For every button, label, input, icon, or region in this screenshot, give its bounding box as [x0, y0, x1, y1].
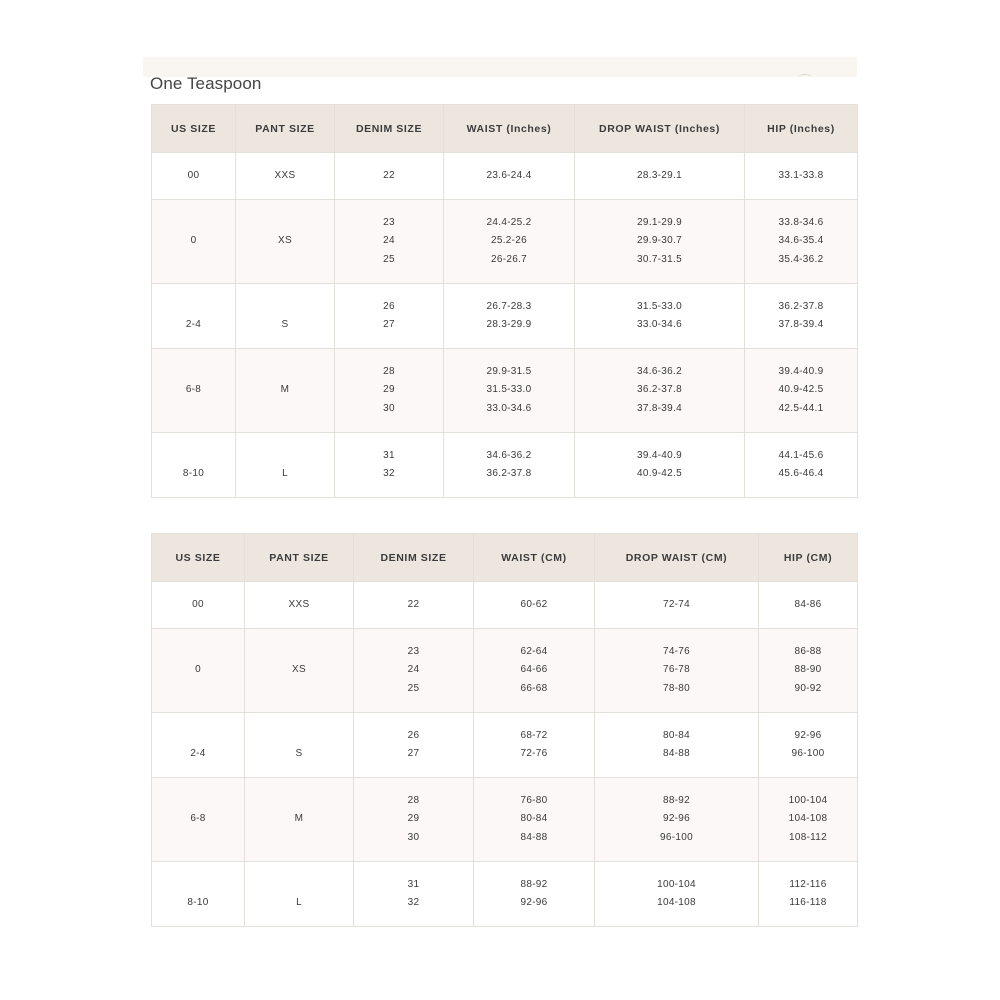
cell-value: 30 [407, 831, 420, 843]
cell-value: 45.6-46.4 [778, 468, 824, 479]
pant-size-cell: XS [236, 200, 335, 284]
drop-waist-cell [595, 629, 759, 713]
cell-value: 29 [383, 384, 395, 396]
table-row [152, 200, 858, 284]
hip-cell [759, 629, 858, 713]
cell-value: 88-92 [662, 794, 691, 806]
cell-value: 23 [383, 216, 395, 228]
denim-size-cell [354, 862, 474, 927]
cell-value: 90-92 [794, 682, 822, 694]
denim-size-cell [335, 284, 444, 349]
hip-cell [759, 778, 858, 862]
table-row [152, 284, 858, 349]
hip-cell [745, 153, 858, 200]
cell-value: 36.2-37.8 [486, 468, 532, 479]
cell-value: 29 [407, 813, 420, 825]
drop-waist-cell [575, 200, 745, 284]
waist-cell [444, 284, 575, 349]
cell-value: 26.7-28.3 [486, 300, 532, 312]
cell-value: 29.9-30.7 [637, 235, 682, 247]
cell-value: 92-96 [794, 729, 822, 741]
table-row [152, 778, 858, 862]
cell-value: 44.1-45.6 [778, 449, 824, 461]
cell-value: 29.1-29.9 [637, 216, 682, 228]
cell-value: 26 [383, 300, 395, 312]
cell-value: 36.2-37.8 [637, 384, 682, 396]
us-size-cell: 6-8 [152, 778, 245, 862]
us-size-cell: 00 [152, 582, 245, 629]
hip-cell [759, 862, 858, 927]
cell-value: 30.7-31.5 [637, 253, 682, 265]
header-pant-size: PANT SIZE [245, 534, 354, 582]
cell-value: 84-86 [794, 598, 822, 610]
header-hip: HIP (CM) [759, 534, 858, 582]
cell-value: 37.8-39.4 [637, 402, 682, 414]
cell-value: 40.9-42.5 [778, 384, 824, 396]
header-us-size: US SIZE [152, 534, 245, 582]
cell-value: 72-76 [520, 748, 548, 759]
cell-value: 28.3-29.1 [637, 169, 682, 181]
cell-value: 100-104 [657, 878, 696, 890]
drop-waist-cell [595, 778, 759, 862]
us-size-cell: 2-4 [152, 284, 236, 349]
pant-size-cell: XXS [245, 582, 354, 629]
header-drop-waist: DROP WAIST (CM) [595, 534, 759, 582]
cell-value: 34.6-36.2 [637, 365, 682, 377]
cell-value: 26 [407, 729, 420, 741]
cell-value: 104-108 [788, 813, 828, 825]
drop-waist-cell [595, 582, 759, 629]
denim-size-cell [335, 349, 444, 433]
cell-value: 22 [407, 598, 420, 610]
cell-value: 92-96 [662, 813, 691, 825]
cell-value: 24 [383, 235, 395, 247]
table-row [152, 713, 858, 778]
cell-value: 33.0-34.6 [486, 402, 532, 414]
cell-value: 112-116 [789, 878, 827, 890]
cell-value: 28.3-29.9 [486, 319, 532, 330]
header-hip: HIP (Inches) [745, 105, 858, 153]
cell-value: 23.6-24.4 [486, 169, 532, 181]
cell-value: 116-118 [789, 897, 827, 908]
drop-waist-cell [575, 284, 745, 349]
cell-value: 28 [407, 794, 420, 806]
cell-value: 36.2-37.8 [778, 300, 824, 312]
cell-value: 27 [407, 748, 420, 759]
cell-value: 76-80 [520, 794, 548, 806]
cell-value: 27 [383, 319, 395, 330]
cell-value: 64-66 [520, 664, 548, 676]
denim-size-cell [335, 200, 444, 284]
brand-title: One Teaspoon [150, 74, 262, 93]
cell-value: 30 [383, 402, 395, 414]
denim-size-cell [335, 153, 444, 200]
waist-cell [444, 349, 575, 433]
pant-size-cell: M [245, 778, 354, 862]
table-row [152, 629, 858, 713]
drop-waist-cell [575, 349, 745, 433]
cell-value: 26-26.7 [490, 253, 528, 265]
cell-value: 80-84 [520, 813, 548, 825]
cell-value: 24.4-25.2 [486, 216, 532, 228]
drop-waist-cell [575, 433, 745, 498]
hip-cell [745, 200, 858, 284]
cell-value: 32 [383, 468, 395, 479]
pant-size-cell: XS [245, 629, 354, 713]
cell-value: 86-88 [794, 645, 822, 657]
cell-value: 39.4-40.9 [778, 365, 824, 377]
denim-size-cell [354, 778, 474, 862]
cell-value: 34.6-35.4 [778, 235, 824, 247]
cell-value: 39.4-40.9 [637, 449, 682, 461]
table-header-row [152, 534, 858, 582]
waist-cell [444, 153, 575, 200]
waist-cell [474, 713, 595, 778]
waist-cell [474, 862, 595, 927]
cell-value: 96-100 [791, 748, 825, 759]
pant-size-cell: L [236, 433, 335, 498]
cell-value: 31 [383, 449, 395, 461]
table-row [152, 582, 858, 629]
cell-value: 34.6-36.2 [486, 449, 532, 461]
cell-value: 28 [383, 365, 395, 377]
cell-value: 80-84 [662, 729, 691, 741]
hip-cell [759, 582, 858, 629]
waist-cell [474, 629, 595, 713]
decorative-arc-icon [798, 74, 812, 81]
denim-size-cell [354, 713, 474, 778]
pant-size-cell: XXS [236, 153, 335, 200]
cell-value: 84-88 [520, 831, 548, 843]
pant-size-cell: M [236, 349, 335, 433]
cell-value: 29.9-31.5 [486, 365, 532, 377]
table-row [152, 153, 858, 200]
table-row [152, 433, 858, 498]
drop-waist-cell [575, 153, 745, 200]
cell-value: 88-90 [794, 664, 822, 676]
cell-value: 22 [383, 169, 395, 181]
denim-size-cell [354, 629, 474, 713]
us-size-cell: 8-10 [152, 433, 236, 498]
cell-value: 33.8-34.6 [778, 216, 824, 228]
us-size-cell: 0 [152, 629, 245, 713]
cell-value: 23 [407, 645, 420, 657]
cell-value: 33.0-34.6 [637, 319, 682, 330]
cell-value: 33.1-33.8 [778, 169, 824, 181]
cell-value: 76-78 [662, 664, 691, 676]
header-waist: WAIST (Inches) [444, 105, 575, 153]
hip-cell [745, 349, 858, 433]
hip-cell [745, 284, 858, 349]
cell-value: 37.8-39.4 [778, 319, 824, 330]
cell-value: 74-76 [662, 645, 691, 657]
pant-size-cell: S [245, 713, 354, 778]
us-size-cell: 00 [152, 153, 236, 200]
cell-value: 66-68 [520, 682, 548, 694]
cell-value: 25.2-26 [490, 235, 528, 247]
cell-value: 25 [383, 253, 395, 265]
header-drop-waist: DROP WAIST (Inches) [575, 105, 745, 153]
cell-value: 31 [407, 878, 420, 890]
cell-value: 60-62 [520, 598, 548, 610]
cell-value: 62-64 [520, 645, 548, 657]
size-chart-inches-table [151, 104, 858, 498]
waist-cell [444, 433, 575, 498]
header-denim-size: DENIM SIZE [354, 534, 474, 582]
cell-value: 42.5-44.1 [778, 402, 824, 414]
cell-value: 72-74 [662, 598, 691, 610]
cell-value: 88-92 [520, 878, 548, 890]
cell-value: 96-100 [660, 831, 693, 843]
table-row [152, 349, 858, 433]
cell-value: 84-88 [662, 748, 691, 759]
us-size-cell: 0 [152, 200, 236, 284]
waist-cell [474, 778, 595, 862]
table-row [152, 862, 858, 927]
denim-size-cell [354, 582, 474, 629]
cell-value: 92-96 [520, 897, 548, 908]
hip-cell [745, 433, 858, 498]
cell-value: 68-72 [520, 729, 548, 741]
header-waist: WAIST (CM) [474, 534, 595, 582]
cell-value: 104-108 [657, 897, 696, 908]
cell-value: 25 [407, 682, 420, 694]
drop-waist-cell [595, 862, 759, 927]
us-size-cell: 2-4 [152, 713, 245, 778]
cell-value: 40.9-42.5 [637, 468, 682, 479]
cell-value: 100-104 [788, 794, 828, 806]
header-us-size: US SIZE [152, 105, 236, 153]
size-chart-cm-table [151, 533, 858, 927]
cell-value: 31.5-33.0 [486, 384, 532, 396]
cell-value: 32 [407, 897, 420, 908]
cell-value: 108-112 [788, 831, 828, 843]
table-header-row [152, 105, 858, 153]
cell-value: 78-80 [662, 682, 691, 694]
us-size-cell: 8-10 [152, 862, 245, 927]
cell-value: 35.4-36.2 [778, 253, 824, 265]
cell-value: 24 [407, 664, 420, 676]
header-pant-size: PANT SIZE [236, 105, 335, 153]
pant-size-cell: L [245, 862, 354, 927]
denim-size-cell [335, 433, 444, 498]
drop-waist-cell [595, 713, 759, 778]
cell-value: 31.5-33.0 [637, 300, 682, 312]
header-denim-size: DENIM SIZE [335, 105, 444, 153]
waist-cell [474, 582, 595, 629]
waist-cell [444, 200, 575, 284]
pant-size-cell: S [236, 284, 335, 349]
us-size-cell: 6-8 [152, 349, 236, 433]
hip-cell [759, 713, 858, 778]
